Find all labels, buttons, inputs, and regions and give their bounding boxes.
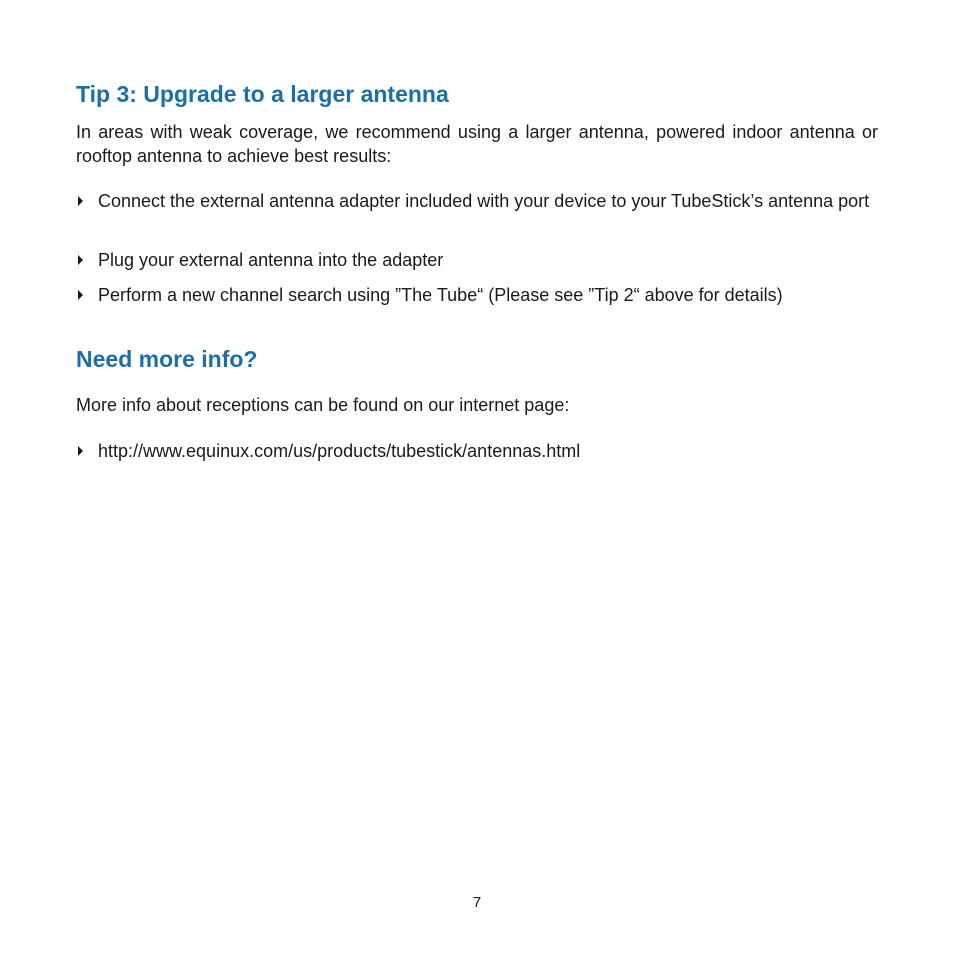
url-link[interactable]: http://www.equinux.com/us/products/tubestick/antennas.html — [98, 441, 581, 461]
list-item — [76, 439, 878, 463]
more-info-heading: Need more info? — [76, 346, 258, 372]
triangle-bullet-icon — [78, 255, 83, 265]
tip3-heading: Tip 3: Upgrade to a larger antenna — [76, 81, 449, 107]
triangle-bullet-icon — [78, 290, 83, 300]
page-number: 7 — [472, 894, 482, 911]
triangle-bullet-icon — [78, 446, 83, 456]
list-item-text: Plug your external antenna into the adapter — [98, 250, 444, 270]
list-item — [76, 248, 878, 272]
list-item-text: Perform a new channel search using ”The Tube“ (Please see ”Tip 2“ above for details) — [98, 285, 783, 305]
triangle-bullet-icon — [78, 196, 83, 206]
list-item-text: Connect the external antenna adapter included with your device to your TubeStick’s antenna port — [98, 191, 870, 211]
list-item — [76, 189, 878, 213]
list-item — [76, 283, 878, 307]
more-info-intro-paragraph: More info about receptions can be found on our internet page: — [76, 395, 570, 415]
tip3-intro-paragraph: In areas with weak coverage, we recommend using a larger antenna, powered indoor antenna or rooftop antenna to achieve best results: — [76, 122, 878, 166]
